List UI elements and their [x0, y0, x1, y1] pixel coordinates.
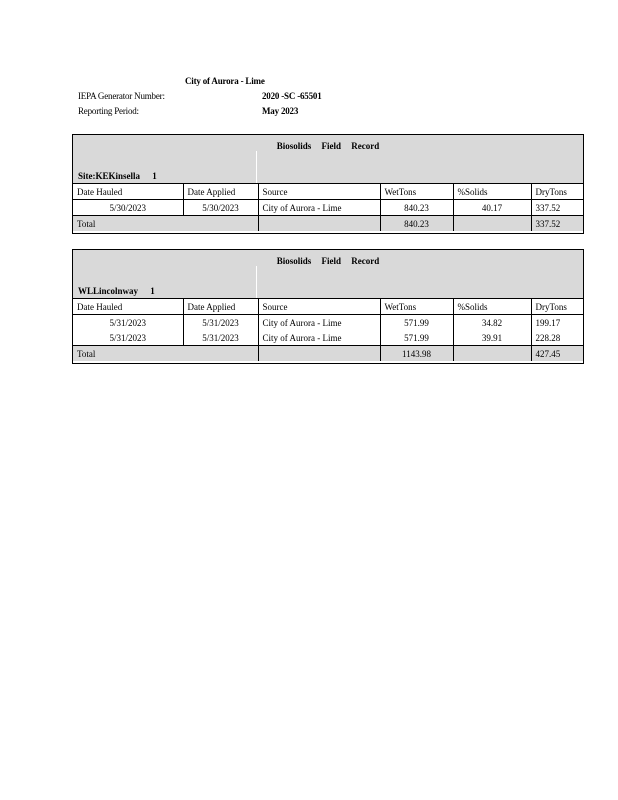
cell-date-applied: 5/31/2023 — [183, 330, 258, 346]
total-wet-tons: 1143.98 — [380, 346, 453, 362]
section-title: Biosolids Field Record — [276, 256, 380, 266]
cell-dry-tons: 337.52 — [531, 200, 583, 216]
cell-percent-solids: 34.82 — [453, 315, 531, 331]
col-date-applied: Date Applied — [183, 184, 258, 200]
table-row — [73, 200, 583, 216]
total-row — [73, 346, 583, 362]
generator-number-label: IEPA Generator Number: — [78, 91, 165, 101]
field-record-section — [72, 134, 584, 234]
reporting-period-label: Reporting Period: — [78, 106, 139, 116]
col-dry-tons: DryTons — [531, 299, 583, 315]
records-table — [73, 298, 583, 361]
company-title: City of Aurora - Lime — [185, 76, 265, 86]
col-source: Source — [258, 299, 380, 315]
total-label: Total — [73, 216, 258, 232]
section-title: Biosolids Field Record — [276, 141, 380, 151]
cell-percent-solids: 39.91 — [453, 330, 531, 346]
total-wet-tons: 840.23 — [380, 216, 453, 232]
col-date-hauled: Date Hauled — [73, 184, 183, 200]
field-record-section — [72, 249, 584, 364]
site-name: WLLincolnway 1 — [78, 286, 155, 296]
table-header-row — [73, 299, 583, 315]
cell-percent-solids: 40.17 — [453, 200, 531, 216]
table-row — [73, 315, 583, 331]
col-date-hauled: Date Hauled — [73, 299, 183, 315]
reporting-period-value: May 2023 — [262, 106, 299, 116]
cell-wet-tons: 571.99 — [380, 315, 453, 331]
records-table — [73, 183, 583, 231]
col-date-applied: Date Applied — [183, 299, 258, 315]
col-wet-tons: WetTons — [380, 299, 453, 315]
col-source: Source — [258, 184, 380, 200]
site-name: Site:KEKinsella 1 — [78, 171, 157, 181]
total-dry-tons: 427.45 — [531, 346, 583, 362]
col-percent-solids: %Solids — [453, 184, 531, 200]
cell-date-applied: 5/30/2023 — [183, 200, 258, 216]
cell-date-hauled: 5/31/2023 — [109, 332, 146, 343]
cell-date-hauled: 5/30/2023 — [109, 202, 146, 213]
cell-wet-tons: 840.23 — [380, 200, 453, 216]
cell-source: City of Aurora - Lime — [258, 315, 380, 331]
col-percent-solids: %Solids — [453, 299, 531, 315]
generator-number-value: 2020 -SC -65501 — [262, 91, 322, 101]
total-label: Total — [73, 346, 258, 362]
cell-source: City of Aurora - Lime — [258, 200, 380, 216]
cell-dry-tons: 199.17 — [531, 315, 583, 331]
total-row — [73, 216, 583, 232]
cell-dry-tons: 228.28 — [531, 330, 583, 346]
col-wet-tons: WetTons — [380, 184, 453, 200]
table-row — [73, 330, 583, 346]
col-dry-tons: DryTons — [531, 184, 583, 200]
cell-date-applied: 5/31/2023 — [183, 315, 258, 331]
table-header-row — [73, 184, 583, 200]
cell-date-hauled: 5/31/2023 — [109, 317, 146, 328]
total-dry-tons: 337.52 — [531, 216, 583, 232]
cell-source: City of Aurora - Lime — [258, 330, 380, 346]
cell-wet-tons: 571.99 — [380, 330, 453, 346]
